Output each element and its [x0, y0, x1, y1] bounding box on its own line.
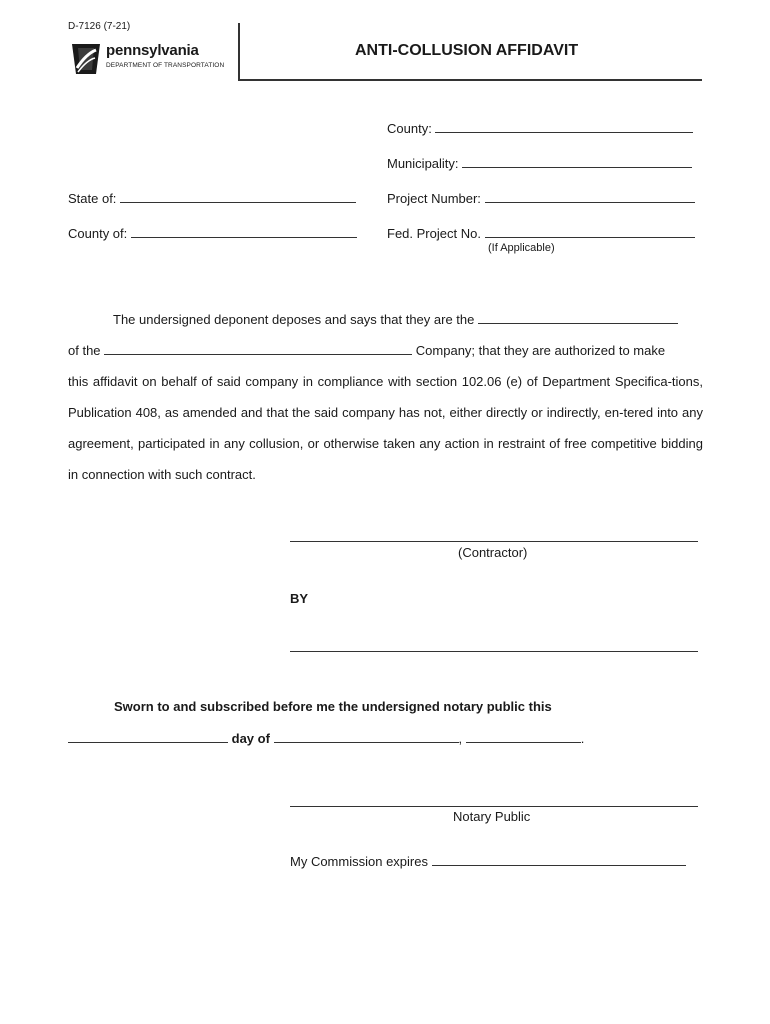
county-label: County:: [387, 121, 432, 136]
county-of-label: County of:: [68, 226, 128, 241]
body-line2-start: of the: [68, 343, 101, 358]
page-title: ANTI-COLLUSION AFFIDAVIT: [355, 42, 579, 59]
day-blank[interactable]: [68, 731, 228, 743]
date-comma: ,: [458, 731, 463, 746]
day-of-label: day of: [231, 731, 270, 746]
project-number-blank[interactable]: [485, 191, 695, 203]
deponent-title-blank[interactable]: [478, 312, 678, 324]
year-blank[interactable]: [466, 731, 581, 743]
fed-project-field[interactable]: [387, 226, 695, 241]
company-name-blank[interactable]: [104, 343, 412, 355]
county-of-blank[interactable]: [131, 226, 357, 238]
county-of-field[interactable]: [68, 226, 357, 241]
body-line-2: [68, 335, 703, 366]
contractor-label: (Contractor): [458, 545, 528, 560]
if-applicable-note: (If Applicable): [488, 242, 555, 254]
notary-date-line[interactable]: [68, 731, 584, 746]
notary-public-label: Notary Public: [453, 809, 531, 824]
keystone-icon: [68, 40, 104, 76]
municipality-field[interactable]: [387, 156, 692, 171]
project-number-field[interactable]: [387, 191, 695, 206]
logo-wordmark: pennsylvania: [106, 42, 199, 59]
commission-field[interactable]: [290, 854, 686, 869]
body-line1-text: The undersigned deponent deposes and says that they are the: [113, 312, 475, 327]
state-of-label: State of:: [68, 191, 117, 206]
commission-blank[interactable]: [432, 854, 686, 866]
state-of-blank[interactable]: [120, 191, 356, 203]
by-signature-line[interactable]: [290, 651, 698, 652]
by-label: BY: [290, 591, 309, 606]
logo-department: DEPARTMENT OF TRANSPORTATION: [106, 62, 225, 69]
county-blank[interactable]: [435, 121, 693, 133]
municipality-blank[interactable]: [462, 156, 692, 168]
body-line2-end: Company; that they are authorized to make: [415, 343, 666, 358]
form-code: D-7126 (7-21): [68, 21, 131, 32]
commission-label: My Commission expires: [290, 854, 428, 869]
penndot-logo: [68, 38, 233, 78]
fed-project-blank[interactable]: [485, 226, 695, 238]
month-blank[interactable]: [274, 731, 459, 743]
municipality-label: Municipality:: [387, 156, 459, 171]
county-field[interactable]: [387, 121, 693, 136]
affidavit-body: [68, 304, 703, 490]
contractor-signature-line[interactable]: [290, 541, 698, 542]
project-number-label: Project Number:: [387, 191, 481, 206]
header-vertical-rule: [238, 23, 240, 81]
notary-signature-line[interactable]: [290, 806, 698, 807]
body-rest: this affidavit on behalf of said company in compliance with section 102.06 (e) of Department Specifica-tions, Publication 408, as amended and that the said company has not, either directly or indirectly, en-tered into any agreement, participated in any collusion, or otherwise taken any action in restraint of free competitive bidding in connection with such contract.: [68, 374, 703, 482]
fed-project-label: Fed. Project No.: [387, 226, 481, 241]
state-of-field[interactable]: [68, 191, 356, 206]
header-horizontal-rule: [240, 79, 702, 81]
body-line-1: [68, 304, 703, 335]
sworn-statement: Sworn to and subscribed before me the undersigned notary public this: [114, 699, 552, 714]
date-period: .: [580, 731, 585, 746]
